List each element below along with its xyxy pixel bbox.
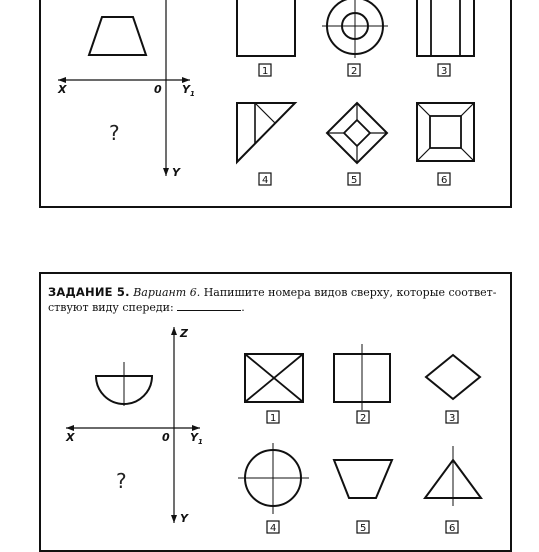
option-2-ring-crosshair — [322, 0, 388, 58]
option-4-number: 4 — [262, 175, 269, 186]
option-3-number-bottom: 3 — [449, 413, 456, 424]
option-6-nested-square — [417, 103, 474, 161]
question-mark: ? — [109, 121, 120, 145]
option-2-number-bottom: 2 — [360, 413, 367, 424]
option-4-circle-crosshair — [238, 443, 309, 514]
axis-y1-label: $Y_1$ — [182, 83, 195, 98]
task-heading: ЗАДАНИЕ 5. — [48, 285, 130, 299]
axis-y-label: Y — [172, 166, 180, 179]
option-5-number: 5 — [351, 175, 358, 186]
option-number-boxes-top — [259, 64, 450, 185]
option-6-triangle-centerline — [425, 446, 481, 506]
option-number-boxes-bottom — [267, 411, 458, 533]
axes-bottom — [66, 327, 200, 523]
option-6-number-bottom: 6 — [449, 523, 456, 534]
option-4-triangle — [237, 103, 295, 162]
option-1-square — [237, 0, 295, 56]
axis-z-label: Z — [180, 327, 188, 340]
axis-x-label: X — [58, 83, 67, 96]
task-instruction-text: Напишите номера видов сверху, которые соответ- — [203, 286, 497, 299]
option-2-square-centerline — [334, 344, 390, 410]
option-1-number-bottom: 1 — [270, 413, 277, 424]
option-1-crossed-square — [245, 354, 303, 402]
question-mark-bottom: ? — [116, 469, 127, 493]
axis-x-label-bottom: X — [66, 431, 75, 444]
option-3-diamond — [426, 355, 480, 399]
front-view-trapezoid — [89, 17, 146, 55]
option-5-nested-diamond — [327, 103, 387, 163]
answer-end: . — [241, 301, 245, 314]
axis-y-label-bottom: Y — [180, 512, 188, 525]
option-6-number: 6 — [441, 175, 448, 186]
axis-origin-label-bottom: 0 — [162, 431, 170, 444]
option-3-number: 3 — [441, 66, 448, 77]
option-2-number: 2 — [351, 66, 358, 77]
axes-top — [58, 0, 190, 176]
task-variant: Вариант 6. — [133, 286, 201, 299]
task-instruction-text-cont: ствуют виду спереди: — [48, 301, 174, 314]
option-5-inverted-trapezoid — [334, 460, 392, 498]
axis-origin-label: 0 — [154, 83, 162, 96]
option-4-number-bottom: 4 — [270, 523, 277, 534]
option-1-number: 1 — [262, 66, 269, 77]
front-view-half-circle — [96, 362, 152, 406]
option-5-number-bottom: 5 — [360, 523, 367, 534]
axis-y1-label-bottom: $Y_1$ — [190, 431, 203, 446]
option-3-divided-rect — [417, 0, 474, 56]
